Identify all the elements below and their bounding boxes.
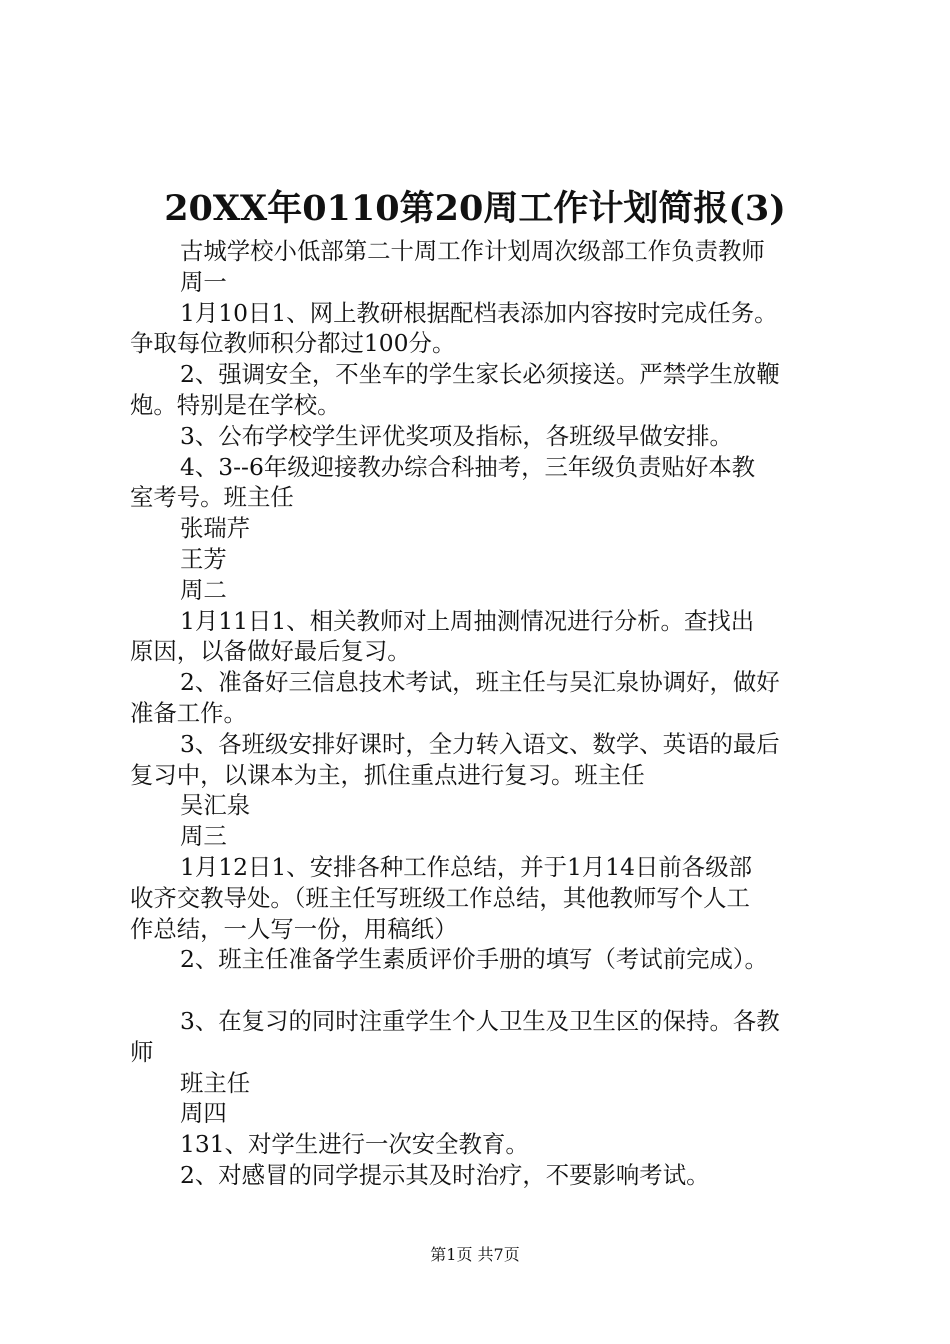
document-line: 古城学校小低部第二十周工作计划周次级部工作负责教师 bbox=[180, 237, 765, 265]
document-line: 131、对学生进行一次安全教育。 bbox=[180, 1130, 529, 1159]
document-line: 班主任 bbox=[180, 1068, 251, 1097]
page-footer: 第1页 共7页 bbox=[430, 1245, 520, 1264]
document-line: 炮。特别是在学校。 bbox=[130, 390, 341, 419]
document-line: 原因，以备做好最后复习。 bbox=[130, 637, 411, 666]
document-line: 2、班主任准备学生素质评价手册的填写（考试前完成）。 bbox=[180, 945, 768, 974]
document-line bbox=[130, 975, 842, 1006]
document-line: 1月11日1、相关教师对上周抽测情况进行分析。查找出 bbox=[180, 606, 755, 635]
document-line: 2、强调安全，不坐车的学生家长必须接送。严禁学生放鞭 bbox=[180, 360, 780, 389]
document-line: 周三 bbox=[180, 822, 227, 851]
document-line: 周四 bbox=[180, 1099, 227, 1128]
document-line: 周二 bbox=[180, 575, 227, 604]
document-line: 1月12日1、安排各种工作总结，并于1月14日前各级部 bbox=[180, 852, 752, 881]
document-line: 1月10日1、网上教研根据配档表添加内容按时完成任务。 bbox=[180, 298, 778, 327]
document-line: 3、在复习的同时注重学生个人卫生及卫生区的保持。各教 bbox=[180, 1006, 780, 1035]
document-line: 2、对感冒的同学提示其及时治疗，不要影响考试。 bbox=[180, 1160, 710, 1189]
document-body bbox=[130, 236, 842, 1191]
document-line: 师 bbox=[130, 1037, 154, 1066]
document-title: 20XX年0110第20周工作计划简报(3) bbox=[164, 188, 786, 229]
document-line: 准备工作。 bbox=[130, 698, 247, 727]
document-line: 作总结，一人写一份，用稿纸） bbox=[130, 914, 458, 943]
document-line: 吴汇泉 bbox=[180, 791, 251, 820]
document-line: 4、3--6年级迎接教办综合科抽考，三年级负责贴好本教 bbox=[180, 452, 756, 481]
document-line: 收齐交教导处。（班主任写班级工作总结，其他教师写个人工 bbox=[130, 883, 750, 912]
document-line: 3、公布学校学生评优奖项及指标，各班级早做安排。 bbox=[180, 421, 733, 450]
document-line: 张瑞芹 bbox=[180, 514, 251, 543]
document-line: 争取每位教师积分都过100分。 bbox=[130, 329, 456, 358]
document-line: 王芳 bbox=[180, 544, 227, 573]
document-line: 3、各班级安排好课时，全力转入语文、数学、英语的最后 bbox=[180, 729, 780, 758]
document-line: 室考号。班主任 bbox=[130, 483, 294, 512]
document-line: 周一 bbox=[180, 267, 227, 296]
document-line: 复习中，以课本为主，抓住重点进行复习。班主任 bbox=[130, 760, 645, 789]
document-line: 2、准备好三信息技术考试，班主任与吴汇泉协调好，做好 bbox=[180, 668, 780, 697]
